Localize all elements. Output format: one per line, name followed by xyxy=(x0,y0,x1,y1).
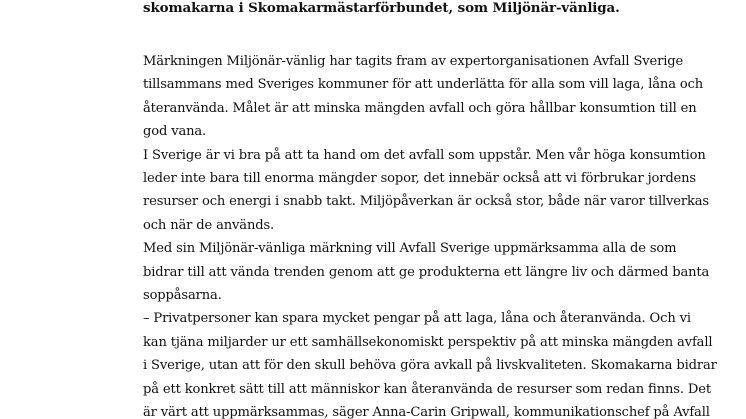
body-line: återanvända. Målet är att minska mängden avfall och göra hållbar konsumtion till en xyxy=(143,100,697,116)
body-line: I Sverige är vi bra på att ta hand om det avfall som uppstår. Men vår höga konsumtion xyxy=(143,147,706,163)
body-line: – Privatpersoner kan spara mycket pengar på att laga, låna och återanvända. Och vi xyxy=(143,311,691,327)
document-heading: skomakarna i Skomakarmästarförbundet, som Miljönär-vänliga. xyxy=(143,0,620,16)
body-line: är värt att uppmärksammas, säger Anna-Carin Gripwall, kommunikationschef på Avfall xyxy=(143,405,710,419)
body-line: god vana. xyxy=(143,124,207,140)
body-line: leder inte bara till enorma mängder sopor, det innebär också att vi förbrukar jordens xyxy=(143,171,696,187)
body-line: bidrar till att vända trenden genom att ge produkterna ett längre liv och därmed banta xyxy=(143,264,710,280)
body-line: kan tjäna miljarder ur ett samhällsekonomiskt perspektiv på att minska mängden avfall xyxy=(143,334,713,350)
body-line: och när de används. xyxy=(143,217,275,233)
body-line: på ett konkret sätt till att människor kan återanvända de resurser som redan finns. Det xyxy=(143,381,711,397)
body-line: resurser och energi i snabb takt. Miljöpåverkan är också stor, både när varor tillverkas xyxy=(143,194,709,210)
body-line: Med sin Miljönär-vänliga märkning vill Avfall Sverige uppmärksamma alla de som xyxy=(143,241,677,257)
body-line: Märkningen Miljönär-vänlig har tagits fram av expertorganisationen Avfall Sverige xyxy=(143,54,684,69)
body-line: i Sverige, utan att för den skull behöva göra avkall på livskvaliteten. Skomakarna bidrar xyxy=(143,358,717,374)
body-line: tillsammans med Sveriges kommuner för att underlätta för alla som vill laga, låna och xyxy=(143,77,704,93)
body-line: soppåsarna. xyxy=(143,288,222,304)
document-body xyxy=(143,50,717,419)
